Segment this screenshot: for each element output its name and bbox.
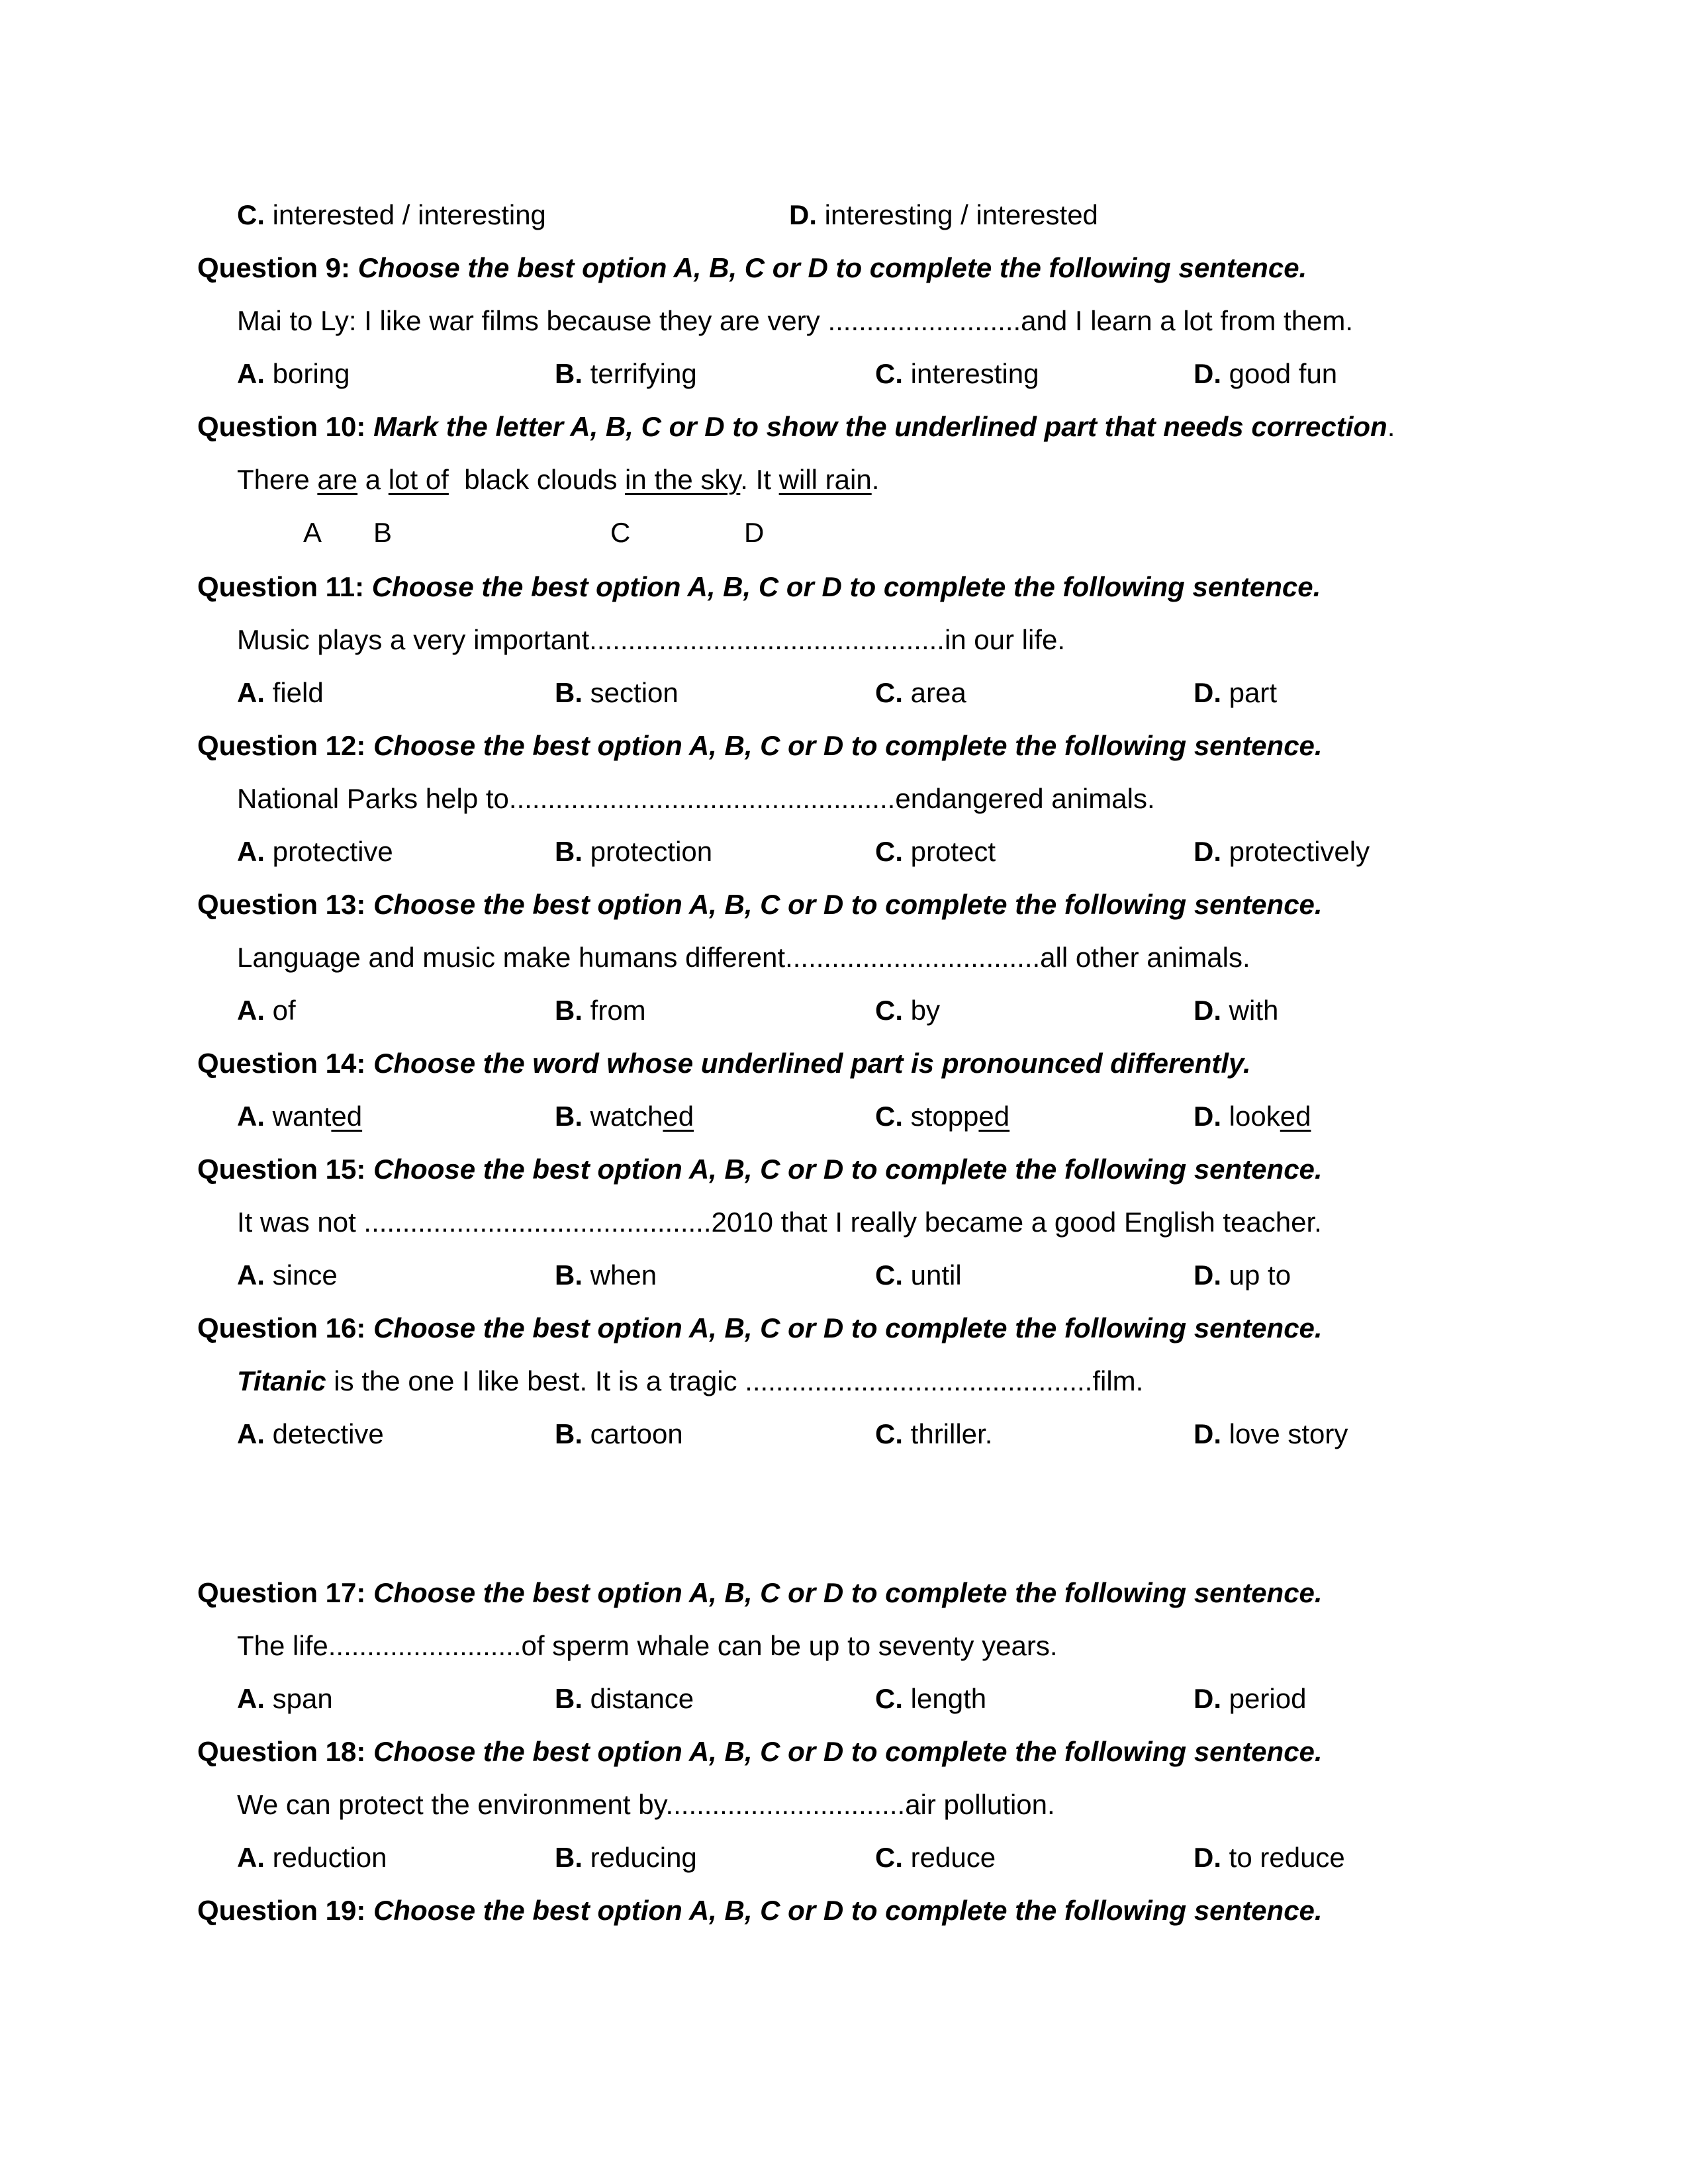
question-18-sentence: We can protect the environment by...............................air pollution.	[237, 1789, 1055, 1820]
option-b: B. from	[555, 995, 646, 1026]
option-a: A. reduction	[237, 1842, 387, 1873]
question-9-heading: Question 9: Choose the best option A, B, C or D to complete the following sentence.	[197, 252, 1307, 283]
question-10-markers	[0, 510, 1688, 556]
option-d: D. to reduce	[1194, 1842, 1345, 1873]
option-d: D. looked	[1194, 1101, 1311, 1132]
question-13-sentence: Language and music make humans different.................................all other animals.	[237, 942, 1250, 973]
option-a: A. boring	[237, 358, 350, 389]
option-c: C. interested / interesting	[237, 199, 546, 230]
underlined-part-b: lot of	[388, 464, 449, 495]
option-c: C. length	[875, 1683, 987, 1714]
underlined-part-c: in the sky	[625, 464, 741, 495]
option-c: C. protect	[875, 836, 996, 867]
option-b: B. protection	[555, 836, 713, 867]
option-d: D. up to	[1194, 1259, 1291, 1291]
question-13-heading: Question 13: Choose the best option A, B, C or D to complete the following sentence.	[197, 889, 1323, 920]
underlined-part-a: are	[317, 464, 358, 495]
option-d: D. part	[1194, 677, 1278, 708]
option-b: B. cartoon	[555, 1418, 683, 1449]
question-11-heading: Question 11: Choose the best option A, B, C or D to complete the following sentence.	[197, 571, 1321, 602]
option-b: B. when	[555, 1259, 657, 1291]
question-9-options	[0, 351, 1688, 397]
option-b: B. distance	[555, 1683, 694, 1714]
question-12-options	[0, 829, 1688, 875]
option-b: B. terrifying	[555, 358, 697, 389]
question-16-heading: Question 16: Choose the best option A, B, C or D to complete the following sentence.	[197, 1312, 1323, 1343]
question-13-options	[0, 987, 1688, 1034]
question-17-sentence: The life.........................of sperm whale can be up to seventy years.	[237, 1630, 1058, 1661]
option-c: C. interesting	[875, 358, 1039, 389]
question-19-heading: Question 19: Choose the best option A, B, C or D to complete the following sentence.	[197, 1895, 1323, 1926]
option-d: D. protectively	[1194, 836, 1370, 867]
option-d: D. period	[1194, 1683, 1307, 1714]
marker-c: C	[610, 517, 631, 548]
option-b: B. reducing	[555, 1842, 697, 1873]
question-9-sentence: Mai to Ly: I like war films because they are very .........................and I learn a lot from them.	[237, 305, 1354, 336]
option-d: D. interesting / interested	[789, 199, 1098, 230]
question-10-heading: Question 10: Mark the letter A, B, C or D to show the underlined part that needs correction.	[197, 411, 1395, 442]
option-b: B. section	[555, 677, 679, 708]
option-a: A. protective	[237, 836, 393, 867]
question-18-heading: Question 18: Choose the best option A, B, C or D to complete the following sentence.	[197, 1736, 1323, 1767]
option-a: A. span	[237, 1683, 333, 1714]
underlined-part-d: will rain	[778, 464, 872, 495]
option-c: C. until	[875, 1259, 962, 1291]
option-a: A. of	[237, 995, 296, 1026]
question-14-options	[0, 1093, 1688, 1140]
question-12-heading: Question 12: Choose the best option A, B, C or D to complete the following sentence.	[197, 730, 1323, 761]
option-d: D. love story	[1194, 1418, 1348, 1449]
option-d: D. with	[1194, 995, 1279, 1026]
question-15-sentence: It was not .............................................2010 that I really became a good English teacher.	[237, 1206, 1322, 1238]
marker-a: A	[303, 517, 322, 548]
question-17-heading: Question 17: Choose the best option A, B, C or D to complete the following sentence.	[197, 1577, 1323, 1608]
option-c: C. stopped	[875, 1101, 1010, 1132]
question-12-sentence: National Parks help to..................................................endangered animals.	[237, 783, 1155, 814]
marker-b: B	[373, 517, 393, 548]
question-15-heading: Question 15: Choose the best option A, B, C or D to complete the following sentence.	[197, 1154, 1323, 1185]
question-14-heading: Question 14: Choose the word whose underlined part is pronounced differently.	[197, 1048, 1251, 1079]
question-11-sentence: Music plays a very important..............................................in our life.	[237, 624, 1066, 655]
option-c: C. thriller.	[875, 1418, 993, 1449]
option-a: A. wanted	[237, 1101, 363, 1132]
question-11-options	[0, 670, 1688, 716]
option-c: C. by	[875, 995, 941, 1026]
option-a: A. detective	[237, 1418, 384, 1449]
question-10-sentence: There are a lot of black clouds in the sky. It will rain.	[237, 464, 880, 495]
option-a: A. field	[237, 677, 324, 708]
option-d: D. good fun	[1194, 358, 1338, 389]
marker-d: D	[744, 517, 765, 548]
option-a: A. since	[237, 1259, 338, 1291]
question-15-options	[0, 1252, 1688, 1298]
question-16-sentence: Titanic is the one I like best. It is a tragic .............................................film.	[237, 1365, 1144, 1396]
option-c: C. reduce	[875, 1842, 996, 1873]
option-c: C. area	[875, 677, 966, 708]
question-18-options	[0, 1835, 1688, 1881]
question-17-options	[0, 1676, 1688, 1722]
top-options-row	[0, 192, 1688, 238]
question-16-options	[0, 1411, 1688, 1457]
option-b: B. watched	[555, 1101, 694, 1132]
